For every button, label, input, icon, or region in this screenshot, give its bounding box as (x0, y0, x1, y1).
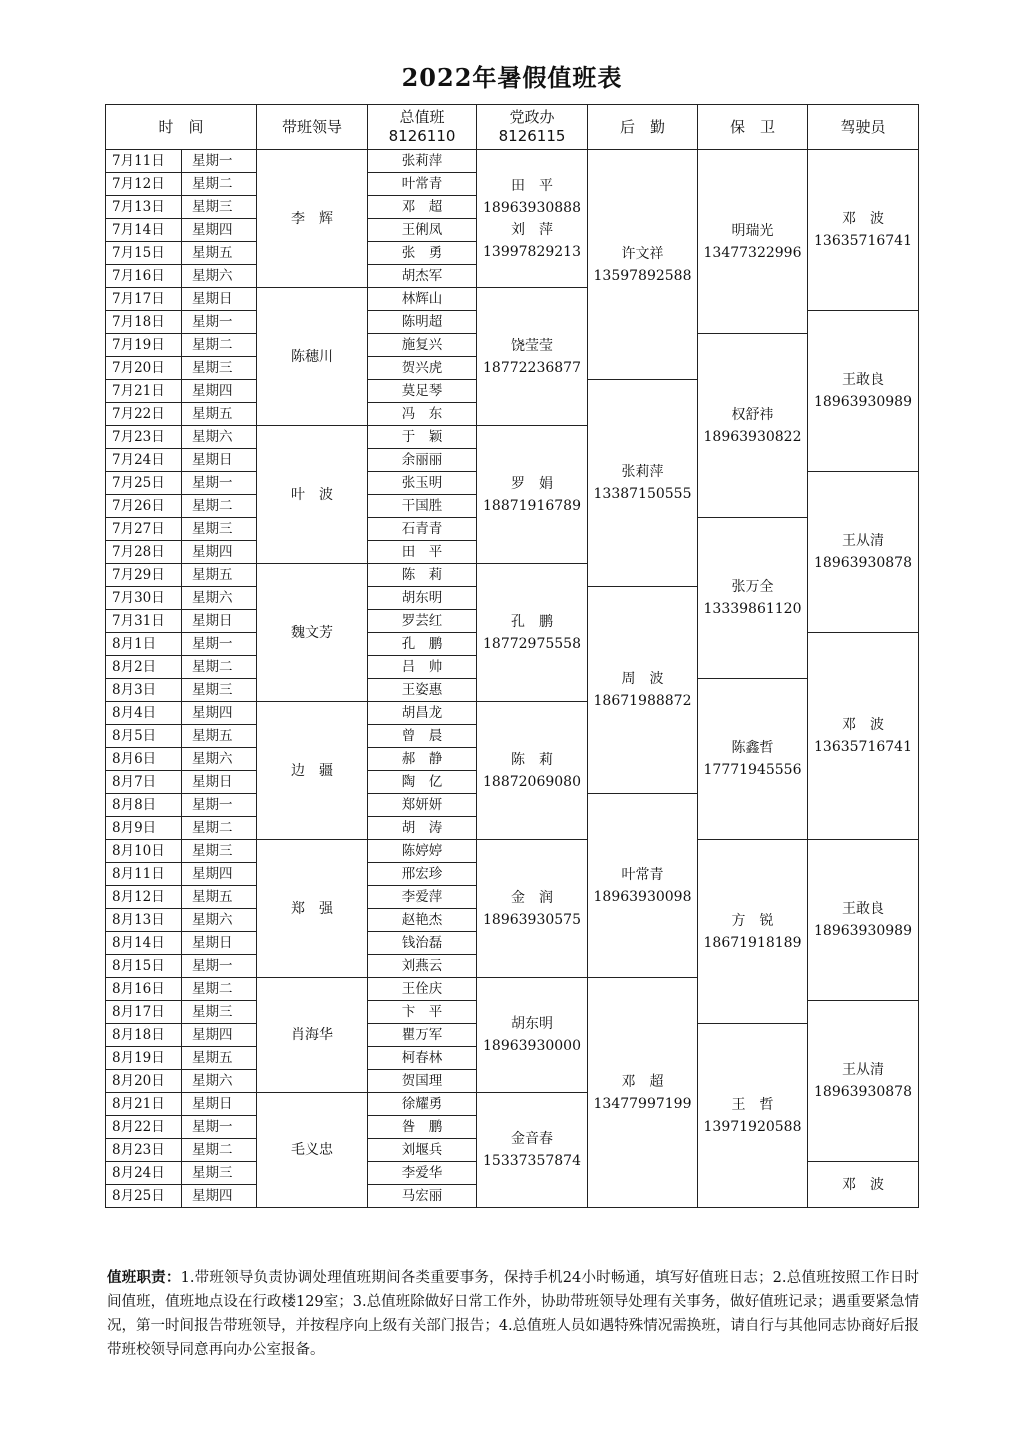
weekday-cell: 星期五 (182, 886, 257, 909)
office-cell-line: 罗 娟 (511, 475, 554, 492)
security-cell (698, 1024, 808, 1208)
date-cell: 8月4日 (106, 702, 182, 725)
office-cell-line: 孔 鹏 (511, 613, 554, 630)
chief-cell: 瞿万军 (368, 1024, 477, 1047)
logistics-cell-line: 许文祥 (621, 245, 664, 262)
weekday-cell: 星期六 (182, 1070, 257, 1093)
date-cell: 8月18日 (106, 1024, 182, 1047)
chief-cell: 邢宏珍 (368, 863, 477, 886)
date-cell: 7月20日 (106, 357, 182, 380)
office-cell-line: 田 平 (511, 177, 554, 194)
security-cell (698, 518, 808, 679)
weekday-cell: 星期一 (182, 150, 257, 173)
leader-cell-line: 李 辉 (291, 210, 334, 227)
driver-cell (808, 472, 919, 633)
header-chief-phone: 8126110 (388, 127, 456, 145)
driver-cell-line: 邓 波 (842, 211, 885, 227)
header-driver: 驾驶员 (808, 105, 919, 150)
date-cell: 8月21日 (106, 1093, 182, 1116)
logistics-cell-line: 叶常青 (621, 866, 664, 883)
leader-cell-line: 叶 波 (291, 486, 334, 503)
driver-cell (808, 633, 919, 840)
date-cell: 8月10日 (106, 840, 182, 863)
date-cell: 8月9日 (106, 817, 182, 840)
weekday-cell: 星期一 (182, 311, 257, 334)
chief-cell: 干国胜 (368, 495, 477, 518)
chief-cell: 郑妍妍 (368, 794, 477, 817)
weekday-cell: 星期六 (182, 909, 257, 932)
date-cell: 7月23日 (106, 426, 182, 449)
weekday-cell: 星期六 (182, 265, 257, 288)
driver-cell-line: 王从清 (842, 533, 885, 549)
date-cell: 8月6日 (106, 748, 182, 771)
chief-cell: 马宏丽 (368, 1185, 477, 1208)
weekday-cell: 星期三 (182, 196, 257, 219)
weekday-cell: 星期二 (182, 978, 257, 1001)
office-cell (477, 564, 588, 702)
weekday-cell: 星期四 (182, 702, 257, 725)
chief-cell: 王俐凤 (368, 219, 477, 242)
weekday-cell: 星期五 (182, 403, 257, 426)
chief-cell: 曾 晨 (368, 725, 477, 748)
date-cell: 8月22日 (106, 1116, 182, 1139)
chief-cell: 李爱华 (368, 1162, 477, 1185)
chief-cell: 贺兴虎 (368, 357, 477, 380)
logistics-cell-line: 邓 超 (621, 1073, 664, 1090)
chief-cell: 陈明超 (368, 311, 477, 334)
leader-cell (257, 150, 368, 288)
date-cell: 7月27日 (106, 518, 182, 541)
chief-cell: 余丽丽 (368, 449, 477, 472)
duty-notes-label: 值班职责： (107, 1270, 181, 1286)
office-cell-line: 18963930000 (483, 1038, 581, 1054)
security-cell-line: 13339861120 (703, 601, 802, 617)
chief-cell: 赵艳杰 (368, 909, 477, 932)
weekday-cell: 星期四 (182, 1185, 257, 1208)
security-cell-line: 张万全 (731, 579, 774, 595)
date-cell: 8月20日 (106, 1070, 182, 1093)
leader-cell (257, 288, 368, 426)
date-cell: 7月31日 (106, 610, 182, 633)
leader-cell (257, 1093, 368, 1208)
driver-cell-line: 王从清 (842, 1062, 885, 1078)
chief-cell: 叶常青 (368, 173, 477, 196)
office-cell-line: 金音春 (511, 1131, 554, 1147)
leader-cell (257, 426, 368, 564)
header-security: 保 卫 (698, 105, 808, 150)
header-chief-label: 总值班 (399, 108, 445, 126)
weekday-cell: 星期二 (182, 1139, 257, 1162)
logistics-cell (588, 587, 698, 794)
chief-cell: 胡 涛 (368, 817, 477, 840)
chief-cell: 郝 静 (368, 748, 477, 771)
weekday-cell: 星期一 (182, 472, 257, 495)
chief-cell: 李爱萍 (368, 886, 477, 909)
leader-cell-line: 郑 强 (291, 900, 334, 917)
chief-cell: 田 平 (368, 541, 477, 564)
date-cell: 7月22日 (106, 403, 182, 426)
weekday-cell: 星期三 (182, 357, 257, 380)
table-row (106, 150, 919, 173)
driver-cell-line: 13635716741 (814, 233, 912, 249)
chief-cell: 陈 莉 (368, 564, 477, 587)
weekday-cell: 星期日 (182, 288, 257, 311)
security-cell (698, 150, 808, 334)
weekday-cell: 星期日 (182, 1093, 257, 1116)
date-cell: 8月8日 (106, 794, 182, 817)
weekday-cell: 星期四 (182, 863, 257, 886)
chief-cell: 石青青 (368, 518, 477, 541)
logistics-cell (588, 978, 698, 1208)
header-office (477, 105, 588, 150)
security-cell (698, 679, 808, 840)
office-cell-line: 15337357874 (483, 1153, 581, 1169)
chief-cell: 莫足琴 (368, 380, 477, 403)
security-cell-line: 陈鑫哲 (731, 740, 774, 756)
date-cell: 7月12日 (106, 173, 182, 196)
office-cell-line: 金 润 (511, 889, 554, 906)
table-row (106, 840, 919, 863)
date-cell: 7月29日 (106, 564, 182, 587)
chief-cell: 胡杰军 (368, 265, 477, 288)
office-cell (477, 1093, 588, 1208)
chief-cell: 冯 东 (368, 403, 477, 426)
date-cell: 7月21日 (106, 380, 182, 403)
header-logistics: 后 勤 (588, 105, 698, 150)
weekday-cell: 星期五 (182, 564, 257, 587)
chief-cell: 罗芸红 (368, 610, 477, 633)
chief-cell: 陶 亿 (368, 771, 477, 794)
chief-cell: 胡东明 (368, 587, 477, 610)
chief-cell: 孔 鹏 (368, 633, 477, 656)
chief-cell: 王姿惠 (368, 679, 477, 702)
date-cell: 7月17日 (106, 288, 182, 311)
office-cell (477, 288, 588, 426)
security-cell (698, 840, 808, 1024)
office-cell-line: 18772975558 (483, 635, 581, 652)
chief-cell: 于 颖 (368, 426, 477, 449)
date-cell: 7月15日 (106, 242, 182, 265)
date-cell: 8月11日 (106, 863, 182, 886)
date-cell: 8月2日 (106, 656, 182, 679)
office-cell (477, 978, 588, 1093)
chief-cell: 昝 鹏 (368, 1116, 477, 1139)
weekday-cell: 星期二 (182, 495, 257, 518)
weekday-cell: 星期四 (182, 219, 257, 242)
date-cell: 7月11日 (106, 150, 182, 173)
weekday-cell: 星期五 (182, 1047, 257, 1070)
security-cell-line: 方 锐 (731, 912, 774, 929)
logistics-cell-line: 13477997199 (593, 1095, 692, 1112)
date-cell: 7月28日 (106, 541, 182, 564)
office-cell-line: 18963930888 (483, 199, 581, 216)
leader-cell (257, 702, 368, 840)
logistics-cell-line: 张莉萍 (621, 464, 664, 480)
date-cell: 8月24日 (106, 1162, 182, 1185)
date-cell: 7月18日 (106, 311, 182, 334)
chief-cell: 张 勇 (368, 242, 477, 265)
driver-cell (808, 840, 919, 1001)
weekday-cell: 星期四 (182, 380, 257, 403)
driver-cell (808, 1162, 919, 1208)
weekday-cell: 星期三 (182, 518, 257, 541)
driver-cell-line: 邓 波 (842, 1176, 885, 1193)
logistics-cell (588, 380, 698, 587)
chief-cell: 贺国理 (368, 1070, 477, 1093)
weekday-cell: 星期二 (182, 817, 257, 840)
weekday-cell: 星期日 (182, 771, 257, 794)
date-cell: 8月14日 (106, 932, 182, 955)
date-cell: 8月25日 (106, 1185, 182, 1208)
chief-cell: 钱治磊 (368, 932, 477, 955)
chief-cell: 施复兴 (368, 334, 477, 357)
weekday-cell: 星期六 (182, 587, 257, 610)
driver-cell-line: 王敢良 (842, 372, 885, 388)
driver-cell (808, 1001, 919, 1162)
office-cell-line: 18871916789 (483, 497, 581, 514)
chief-cell: 张玉明 (368, 472, 477, 495)
driver-cell-line: 18963930878 (814, 555, 912, 571)
security-cell-line: 17771945556 (703, 762, 802, 778)
weekday-cell: 星期四 (182, 541, 257, 564)
security-cell-line: 13477322996 (703, 244, 802, 261)
weekday-cell: 星期二 (182, 656, 257, 679)
weekday-cell: 星期一 (182, 1116, 257, 1139)
date-cell: 7月16日 (106, 265, 182, 288)
weekday-cell: 星期六 (182, 426, 257, 449)
driver-cell-line: 18963930878 (814, 1084, 912, 1100)
weekday-cell: 星期三 (182, 1162, 257, 1185)
date-cell: 8月19日 (106, 1047, 182, 1070)
leader-cell (257, 564, 368, 702)
date-cell: 7月19日 (106, 334, 182, 357)
date-cell: 7月26日 (106, 495, 182, 518)
header-time: 时 间 (106, 105, 257, 150)
driver-cell-line: 18963930989 (814, 923, 912, 939)
weekday-cell: 星期三 (182, 1001, 257, 1024)
weekday-cell: 星期二 (182, 334, 257, 357)
logistics-cell (588, 150, 698, 380)
driver-cell-line: 王敢良 (842, 901, 885, 917)
office-cell-line: 饶莹莹 (511, 337, 554, 354)
duty-notes-text: 1.带班领导负责协调处理值班期间各类重要事务，保持手机24小时畅通，填写好值班日志；2.总值班按照工作日时间值班，值班地点设在行政楼129室；3.总值班除做好日常工作外，协助带班领导处理有关事务，做好值班记录；遇重要紧急情况，第一时间报告带班领导，并按程序向上级有关部门报告；4.总值班人员如遇特殊情况需换班，请自行与其他同志协商好后报带班校领导同意再向办公室报备。 (107, 1270, 919, 1358)
header-office-phone: 8126115 (498, 127, 566, 145)
security-cell-line: 明瑞光 (731, 222, 774, 239)
chief-cell: 邓 超 (368, 196, 477, 219)
date-cell: 8月1日 (106, 633, 182, 656)
weekday-cell: 星期一 (182, 633, 257, 656)
date-cell: 8月3日 (106, 679, 182, 702)
security-cell-line: 王 哲 (731, 1096, 774, 1113)
office-cell-line: 陈 莉 (511, 751, 554, 768)
weekday-cell: 星期一 (182, 955, 257, 978)
date-cell: 7月13日 (106, 196, 182, 219)
chief-cell: 王佺庆 (368, 978, 477, 1001)
driver-cell-line: 18963930989 (814, 394, 912, 410)
date-cell: 8月23日 (106, 1139, 182, 1162)
chief-cell: 林辉山 (368, 288, 477, 311)
chief-cell: 卞 平 (368, 1001, 477, 1024)
leader-cell-line: 毛义忠 (291, 1142, 334, 1158)
leader-cell (257, 978, 368, 1093)
duty-schedule-table (105, 104, 919, 1208)
chief-cell: 陈婷婷 (368, 840, 477, 863)
chief-cell: 刘燕云 (368, 955, 477, 978)
office-cell-line: 刘 萍 (511, 221, 554, 238)
weekday-cell: 星期四 (182, 1024, 257, 1047)
leader-cell (257, 840, 368, 978)
weekday-cell: 星期二 (182, 173, 257, 196)
date-cell: 7月30日 (106, 587, 182, 610)
leader-cell-line: 肖海华 (291, 1027, 334, 1043)
chief-cell: 张莉萍 (368, 150, 477, 173)
weekday-cell: 星期日 (182, 449, 257, 472)
chief-cell: 徐耀勇 (368, 1093, 477, 1116)
weekday-cell: 星期一 (182, 794, 257, 817)
weekday-cell: 星期日 (182, 610, 257, 633)
date-cell: 7月14日 (106, 219, 182, 242)
weekday-cell: 星期六 (182, 748, 257, 771)
header-row (106, 105, 919, 150)
date-cell: 7月25日 (106, 472, 182, 495)
driver-cell (808, 311, 919, 472)
leader-cell-line: 魏文芳 (291, 624, 334, 641)
logistics-cell-line: 18963930098 (593, 888, 692, 905)
date-cell: 8月13日 (106, 909, 182, 932)
header-chief (368, 105, 477, 150)
driver-cell-line: 13635716741 (814, 739, 912, 755)
header-office-label: 党政办 (509, 108, 555, 126)
logistics-cell-line: 13597892588 (593, 267, 692, 284)
logistics-cell-line: 周 波 (621, 671, 664, 687)
date-cell: 8月16日 (106, 978, 182, 1001)
security-cell-line: 18671918189 (703, 934, 802, 951)
date-cell: 8月5日 (106, 725, 182, 748)
office-cell-line: 胡东明 (511, 1016, 554, 1032)
office-cell-line: 18872069080 (483, 773, 581, 790)
driver-cell-line: 邓 波 (842, 717, 885, 733)
office-cell-line: 18963930575 (483, 911, 581, 928)
chief-cell: 吕 帅 (368, 656, 477, 679)
leader-cell-line: 陈穗川 (291, 348, 334, 365)
security-cell-line: 18963930822 (703, 428, 802, 445)
office-cell (477, 426, 588, 564)
security-cell-line: 13971920588 (703, 1118, 802, 1135)
weekday-cell: 星期日 (182, 932, 257, 955)
office-cell (477, 702, 588, 840)
weekday-cell: 星期三 (182, 840, 257, 863)
office-cell (477, 150, 588, 288)
weekday-cell: 星期三 (182, 679, 257, 702)
weekday-cell: 星期五 (182, 242, 257, 265)
chief-cell: 刘堰兵 (368, 1139, 477, 1162)
driver-cell (808, 150, 919, 311)
security-cell-line: 权舒祎 (731, 406, 774, 423)
security-cell (698, 334, 808, 518)
chief-cell: 胡昌龙 (368, 702, 477, 725)
duty-notes (107, 1266, 919, 1362)
date-cell: 8月12日 (106, 886, 182, 909)
office-cell-line: 18772236877 (483, 359, 581, 376)
logistics-cell (588, 794, 698, 978)
date-cell: 7月24日 (106, 449, 182, 472)
logistics-cell-line: 18671988872 (593, 693, 692, 709)
page-title: 2022年暑假值班表 (401, 63, 623, 92)
date-cell: 8月17日 (106, 1001, 182, 1024)
weekday-cell: 星期五 (182, 725, 257, 748)
date-cell: 8月7日 (106, 771, 182, 794)
header-leader: 带班领导 (257, 105, 368, 150)
office-cell (477, 840, 588, 978)
chief-cell: 柯春林 (368, 1047, 477, 1070)
date-cell: 8月15日 (106, 955, 182, 978)
office-cell-line: 13997829213 (483, 243, 581, 260)
schedule-body (106, 150, 919, 1208)
leader-cell-line: 边 疆 (291, 762, 334, 779)
logistics-cell-line: 13387150555 (593, 486, 692, 502)
